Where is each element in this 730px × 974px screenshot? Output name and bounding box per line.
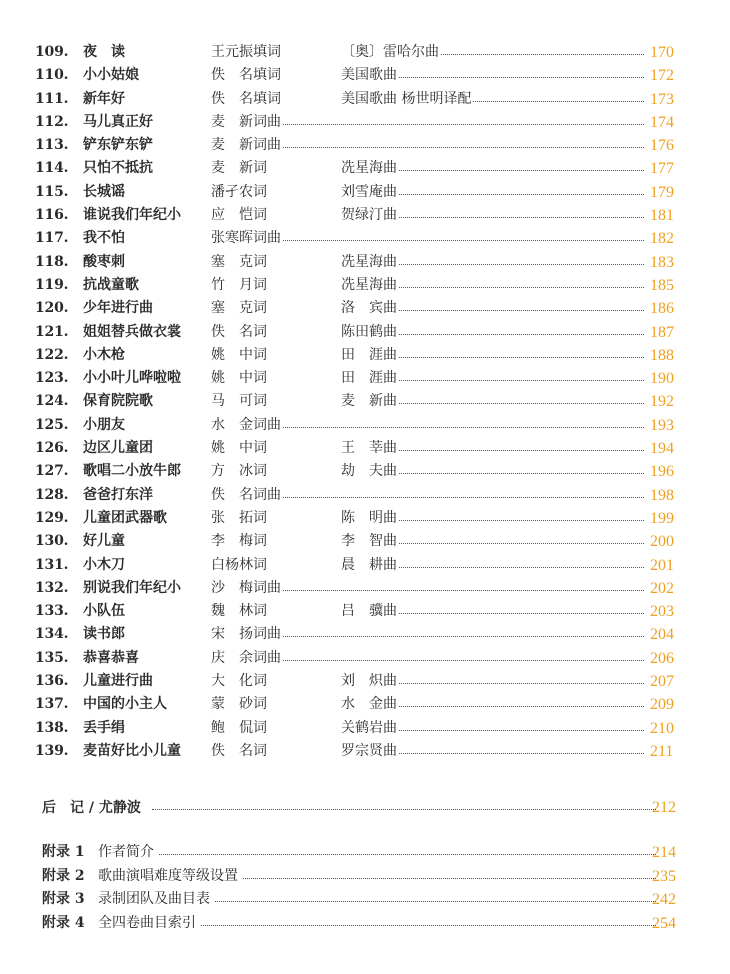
toc-entry[interactable] [0, 623, 730, 646]
entry-lyricist: 佚 名填词 [211, 64, 283, 87]
toc-entry[interactable] [0, 414, 730, 437]
entry-number: 136. [35, 673, 69, 690]
toc-entry[interactable] [0, 367, 730, 390]
entry-page-number: 202 [650, 579, 674, 597]
toc-entry[interactable] [0, 157, 730, 180]
entry-number: 130. [35, 533, 69, 550]
entry-number: 135. [35, 649, 69, 666]
entry-lyricist: 宋 扬词曲 [211, 623, 283, 646]
entry-number: 122. [35, 346, 69, 363]
entry-lyricist: 魏 林词 [211, 600, 269, 623]
entry-title: 我不怕 [83, 230, 125, 247]
entry-page-number: 210 [650, 719, 674, 737]
appendix-item[interactable] [42, 865, 702, 889]
entry-number: 109. [35, 44, 69, 60]
entry-title: 酸枣刺 [83, 253, 125, 270]
entry-lyricist: 鲍 侃词 [211, 717, 269, 740]
appendix-page-number: 242 [652, 891, 676, 909]
toc-entry[interactable] [0, 460, 730, 483]
entry-page-number: 203 [650, 603, 674, 621]
toc-entry[interactable] [0, 554, 730, 577]
afterword-page-number: 212 [652, 799, 676, 816]
entry-lyricist: 李 梅词 [211, 530, 269, 553]
entry-composer: 李 智曲 [341, 530, 399, 553]
entry-title: 别说我们年纪小 [83, 579, 181, 596]
entry-page-number: 186 [650, 300, 674, 318]
entry-composer: 美国歌曲 [341, 64, 399, 87]
entry-composer: 劫 夫曲 [341, 460, 399, 483]
appendix-page-number: 254 [652, 914, 676, 932]
entry-page-number: 198 [650, 486, 674, 504]
entry-number: 118. [35, 253, 69, 270]
entry-lyricist: 佚 名词 [211, 740, 269, 763]
toc-entry[interactable] [0, 64, 730, 87]
entry-number: 115. [35, 183, 69, 200]
entry-page-number: 188 [650, 346, 674, 364]
appendix-label: 附录 1 [42, 841, 89, 865]
toc-entry[interactable] [0, 717, 730, 740]
entry-number: 131. [35, 556, 69, 573]
entry-lyricist: 应 恺词 [211, 204, 269, 227]
entry-lyricist: 麦 新词曲 [211, 111, 283, 134]
entry-lyricist: 沙 梅词曲 [211, 577, 283, 600]
toc-entry[interactable] [0, 274, 730, 297]
toc-entry[interactable] [0, 227, 730, 250]
entry-title: 马儿真正好 [83, 113, 153, 130]
entry-title: 保育院院歌 [83, 393, 153, 410]
entry-number: 128. [35, 486, 69, 503]
entry-title: 丢手绢 [83, 719, 125, 736]
toc-entry[interactable] [0, 577, 730, 600]
toc-entry[interactable] [0, 181, 730, 204]
entry-composer: 洛 宾曲 [341, 297, 399, 320]
entry-title: 小小姑娘 [83, 67, 139, 84]
entry-lyricist: 大 化词 [211, 670, 269, 693]
appendix-title: 全四卷曲目索引 [98, 912, 200, 936]
toc-entry[interactable] [0, 41, 730, 64]
entry-number: 116. [35, 207, 69, 224]
entry-lyricist: 张寒晖词曲 [211, 227, 283, 250]
appendix-item[interactable] [42, 912, 702, 936]
entry-page-number: 193 [650, 416, 674, 434]
toc-entry[interactable] [0, 507, 730, 530]
appendix-page-number: 214 [652, 844, 676, 861]
entry-lyricist: 佚 名填词 [211, 88, 283, 111]
entry-page-number: 199 [650, 509, 674, 527]
entry-number: 112. [35, 113, 69, 130]
toc-entry[interactable] [0, 204, 730, 227]
entry-number: 111. [35, 90, 69, 107]
entry-title: 好儿童 [83, 533, 125, 550]
entry-composer: 美国歌曲 杨世明译配 [341, 88, 473, 111]
entry-lyricist: 方 冰词 [211, 460, 269, 483]
entry-number: 114. [35, 160, 69, 177]
entry-lyricist: 麦 新词 [211, 157, 269, 180]
entry-number: 123. [35, 370, 69, 387]
entry-lyricist: 姚 中词 [211, 437, 269, 460]
entry-page-number: 174 [650, 113, 674, 131]
entry-number: 139. [35, 742, 69, 759]
entry-page-number: 187 [650, 323, 674, 341]
entry-number: 129. [35, 509, 69, 526]
toc-entry[interactable] [0, 251, 730, 274]
entry-lyricist: 马 可词 [211, 390, 269, 413]
entry-page-number: 176 [650, 137, 674, 155]
toc-entry[interactable] [0, 134, 730, 157]
entry-composer: 晨 耕曲 [341, 554, 399, 577]
afterword-row[interactable] [42, 796, 702, 820]
entry-composer: 刘 炽曲 [341, 670, 399, 693]
entry-lyricist: 蒙 砂词 [211, 693, 269, 716]
entry-composer: 吕 骥曲 [341, 600, 399, 623]
entry-number: 121. [35, 323, 69, 340]
entry-page-number: 200 [650, 533, 674, 551]
appendix-title: 歌曲演唱难度等级设置 [98, 865, 242, 889]
entry-composer: 田 涯曲 [341, 367, 399, 390]
entry-number: 124. [35, 393, 69, 410]
entry-lyricist: 王元振填词 [211, 41, 283, 64]
entry-number: 120. [35, 300, 69, 317]
entry-page-number: 211 [650, 742, 674, 760]
entry-composer: 麦 新曲 [341, 390, 399, 413]
entry-title: 儿童进行曲 [83, 673, 153, 690]
entry-page-number: 172 [650, 67, 674, 85]
toc-entry[interactable] [0, 670, 730, 693]
entry-title: 爸爸打东洋 [83, 486, 153, 503]
entry-page-number: 209 [650, 696, 674, 714]
entry-lyricist: 潘孑农词 [211, 181, 269, 204]
entry-page-number: 173 [650, 90, 674, 108]
toc-entry[interactable] [0, 321, 730, 344]
entry-page-number: 207 [650, 673, 674, 691]
entry-composer: 〔奥〕雷哈尔曲 [341, 41, 441, 64]
entry-page-number: 182 [650, 230, 674, 248]
toc-entry[interactable] [0, 344, 730, 367]
entry-title: 读书郎 [83, 626, 125, 643]
entry-title: 谁说我们年纪小 [83, 207, 181, 224]
toc-entry[interactable] [0, 484, 730, 507]
entry-page-number: 201 [650, 556, 674, 574]
entry-composer: 陈 明曲 [341, 507, 399, 530]
entry-composer: 田 涯曲 [341, 344, 399, 367]
entry-page-number: 170 [650, 44, 674, 61]
toc-entry[interactable] [0, 88, 730, 111]
entry-lyricist: 佚 名词曲 [211, 484, 283, 507]
entry-number: 117. [35, 230, 69, 247]
entry-title: 恭喜恭喜 [83, 649, 139, 666]
entry-number: 110. [35, 67, 69, 84]
entry-number: 138. [35, 719, 69, 736]
appendix-title: 录制团队及曲目表 [98, 888, 214, 912]
toc-entry[interactable] [0, 111, 730, 134]
entry-lyricist: 庆 余词曲 [211, 647, 283, 670]
entry-lyricist: 姚 中词 [211, 344, 269, 367]
dot-leader [98, 854, 656, 855]
appendix-list [42, 841, 702, 935]
entry-page-number: 192 [650, 393, 674, 411]
entry-composer: 王 莘曲 [341, 437, 399, 460]
toc-entry[interactable] [0, 530, 730, 553]
entry-title: 歌唱二小放牛郎 [83, 463, 181, 480]
appendix-item[interactable] [42, 888, 702, 912]
entry-number: 134. [35, 626, 69, 643]
entry-lyricist: 张 拓词 [211, 507, 269, 530]
entry-page-number: 206 [650, 649, 674, 667]
entry-composer: 刘雪庵曲 [341, 181, 399, 204]
toc-entry[interactable] [0, 740, 730, 763]
entry-composer: 冼星海曲 [341, 157, 399, 180]
entry-title: 边区儿童团 [83, 440, 153, 457]
entry-composer: 罗宗贤曲 [341, 740, 399, 763]
toc-entry[interactable] [0, 693, 730, 716]
toc-entry[interactable] [0, 297, 730, 320]
entry-title: 小木刀 [83, 556, 125, 573]
entry-lyricist: 水 金词曲 [211, 414, 283, 437]
afterword-label: 后 记 / 尤静波 [42, 796, 147, 820]
entry-title: 长城谣 [83, 183, 125, 200]
entry-number: 132. [35, 579, 69, 596]
entry-number: 137. [35, 696, 69, 713]
entry-lyricist: 麦 新词曲 [211, 134, 283, 157]
entry-page-number: 181 [650, 207, 674, 225]
entry-title: 中国的小主人 [83, 696, 167, 713]
entry-title: 姐姐替兵做衣裳 [83, 323, 181, 340]
entry-lyricist: 姚 中词 [211, 367, 269, 390]
entry-page-number: 194 [650, 440, 674, 458]
entry-lyricist: 白杨林词 [211, 554, 269, 577]
toc-entry[interactable] [0, 390, 730, 413]
entry-title: 小队伍 [83, 603, 125, 620]
entry-title: 小小叶儿哗啦啦 [83, 370, 181, 387]
entry-title: 夜 读 [83, 44, 125, 60]
entry-composer: 水 金曲 [341, 693, 399, 716]
entry-title: 麦苗好比小儿童 [83, 742, 181, 759]
entry-page-number: 179 [650, 183, 674, 201]
entry-composer: 冼星海曲 [341, 251, 399, 274]
entry-lyricist: 佚 名词 [211, 321, 269, 344]
appendix-item[interactable] [42, 841, 702, 865]
entry-number: 113. [35, 137, 69, 154]
entry-title: 铲东铲东铲 [83, 137, 153, 154]
entry-number: 119. [35, 276, 69, 293]
entry-composer: 贺绿汀曲 [341, 204, 399, 227]
appendix-label: 附录 3 [42, 888, 89, 912]
entry-title: 小木枪 [83, 346, 125, 363]
entry-number: 133. [35, 603, 69, 620]
entry-page-number: 196 [650, 463, 674, 481]
entry-page-number: 183 [650, 253, 674, 271]
entry-lyricist: 塞 克词 [211, 251, 269, 274]
dot-leader [152, 809, 656, 810]
entry-page-number: 204 [650, 626, 674, 644]
entry-lyricist: 竹 月词 [211, 274, 269, 297]
entry-title: 小朋友 [83, 416, 125, 433]
entry-title: 只怕不抵抗 [83, 160, 153, 177]
entry-composer: 冼星海曲 [341, 274, 399, 297]
toc-entries [0, 41, 730, 763]
appendix-page-number: 235 [652, 867, 676, 885]
appendix-title: 作者简介 [98, 841, 158, 865]
entry-composer: 陈田鹤曲 [341, 321, 399, 344]
entry-title: 少年进行曲 [83, 300, 153, 317]
entry-lyricist: 塞 克词 [211, 297, 269, 320]
entry-page-number: 185 [650, 276, 674, 294]
toc-entry[interactable] [0, 437, 730, 460]
entry-number: 125. [35, 416, 69, 433]
entry-page-number: 177 [650, 160, 674, 178]
entry-composer: 关鹤岩曲 [341, 717, 399, 740]
entry-title: 新年好 [83, 90, 125, 107]
toc-entry[interactable] [0, 600, 730, 623]
entry-title: 儿童团武器歌 [83, 509, 167, 526]
entry-title: 抗战童歌 [83, 276, 139, 293]
toc-entry[interactable] [0, 647, 730, 670]
appendix-label: 附录 2 [42, 865, 89, 889]
entry-number: 126. [35, 440, 69, 457]
entry-number: 127. [35, 463, 69, 480]
entry-page-number: 190 [650, 370, 674, 388]
appendix-label: 附录 4 [42, 912, 89, 936]
